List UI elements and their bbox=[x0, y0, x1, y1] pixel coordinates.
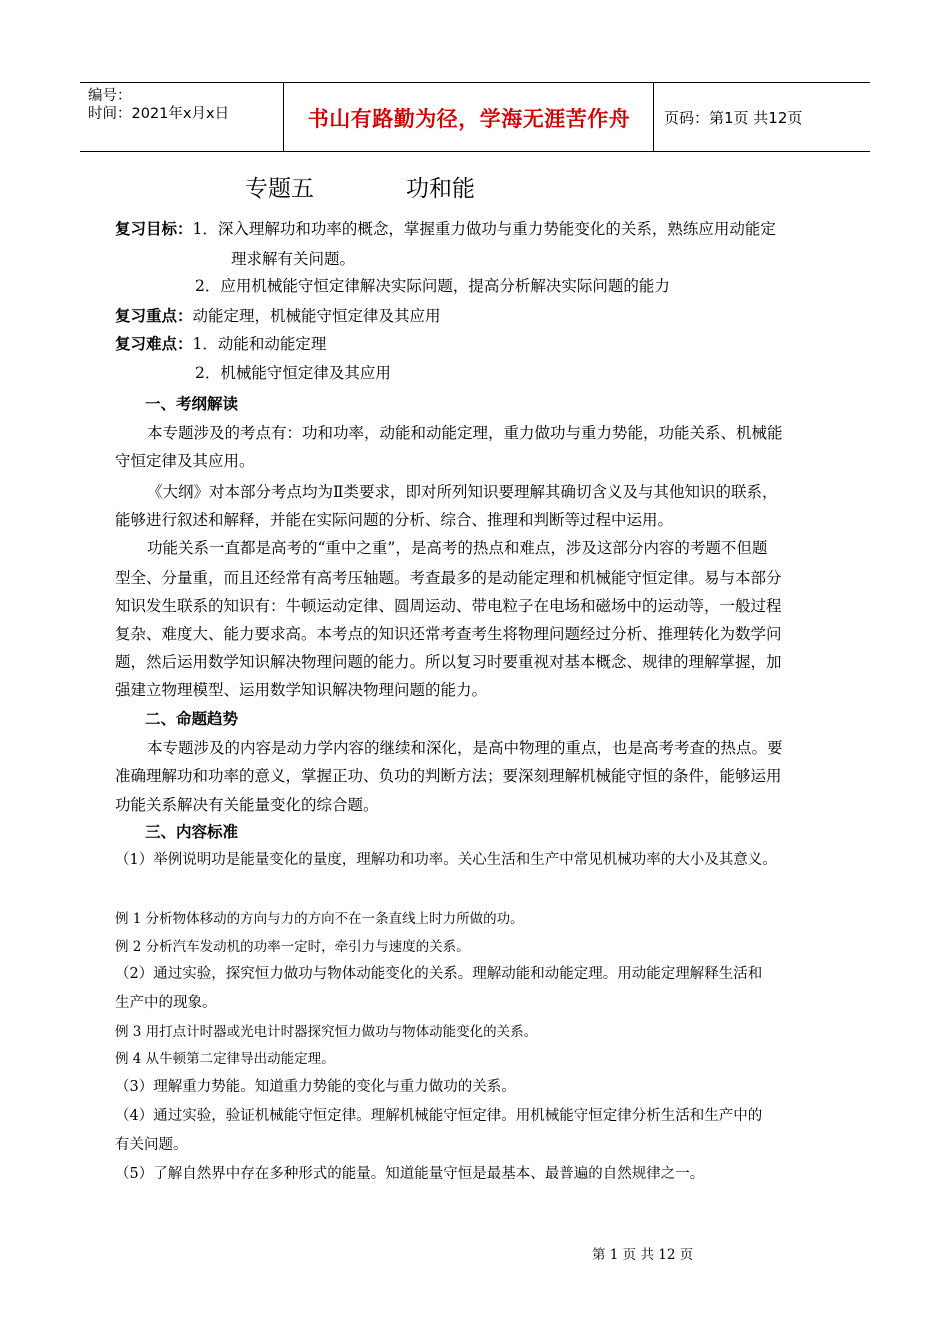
section1-p2-l1: 《大纲》对本部分考点均为Ⅱ类要求，即对所列知识要理解其确切含义及与其他知识的联系， bbox=[147, 483, 778, 501]
goals-line bbox=[115, 219, 776, 239]
example-2: 例 2 分析汽车发动机的功率一定时，牵引力与速度的关系。 bbox=[115, 939, 470, 955]
standard-4-l2: 有关问题。 bbox=[115, 1137, 188, 1153]
section3-heading: 三、内容标准 bbox=[145, 823, 239, 841]
focus-line bbox=[115, 306, 441, 326]
goals-item2: 2．应用机械能守恒定律解决实际问题，提高分析解决实际问题的能力 bbox=[195, 277, 670, 295]
section2-heading: 二、命题趋势 bbox=[145, 710, 239, 728]
header-motto: 书山有路勤为径，学海无涯苦作舟 bbox=[307, 106, 631, 131]
section1-p3-l1: 功能关系一直都是高考的“重中之重”，是高考的热点和难点，涉及这部分内容的考题不但题 bbox=[147, 539, 768, 557]
standard-3: （3）理解重力势能。知道重力势能的变化与重力做功的关系。 bbox=[115, 1079, 516, 1095]
goals-item1-line1: 1．深入理解功和功率的概念，掌握重力做功与重力势能变化的关系，熟练应用动能定 bbox=[192, 220, 776, 238]
section1-heading: 一、考纲解读 bbox=[145, 395, 239, 413]
header-divider bbox=[283, 83, 284, 151]
title-part1: 专题五 bbox=[245, 176, 314, 202]
header-divider bbox=[653, 83, 654, 151]
section2-p1-l2: 准确理解功和功率的意义，掌握正功、负功的判断方法；要深刻理解机械能守恒的条件，能够运用 bbox=[115, 767, 782, 785]
difficulty-label: 复习难点： bbox=[115, 335, 193, 353]
section1-p1-l2: 守恒定律及其应用。 bbox=[115, 452, 255, 470]
example-3: 例 3 用打点计时器或光电计时器探究恒力做功与物体动能变化的关系。 bbox=[115, 1024, 538, 1040]
standard-2-l1: （2）通过实验，探究恒力做功与物体动能变化的关系。理解动能和动能定理。用动能定理解释生活和 bbox=[115, 966, 763, 982]
focus-text: 动能定理，机械能守恒定律及其应用 bbox=[192, 307, 441, 325]
header-left-cell bbox=[88, 87, 288, 123]
difficulty-item1: 1．动能和动能定理 bbox=[192, 335, 327, 353]
section1-p3-l6: 强建立物理模型、运用数学知识解决物理问题的能力。 bbox=[115, 681, 488, 699]
section1-p3-l5: 题，然后运用数学知识解决物理问题的能力。所以复习时要重视对基本概念、规律的理解掌握，加 bbox=[115, 653, 782, 671]
goals-item1-line2: 理求解有关问题。 bbox=[231, 250, 356, 268]
page-footer: 第 1 页 共 12 页 bbox=[592, 1247, 694, 1263]
goals-label: 复习目标： bbox=[115, 220, 193, 238]
example-4: 例 4 从牛顿第二定律导出动能定理。 bbox=[115, 1051, 335, 1067]
header-table bbox=[80, 82, 870, 152]
example-1: 例 1 分析物体移动的方向与力的方向不在一条直线上时力所做的功。 bbox=[115, 911, 524, 927]
difficulty-line bbox=[115, 334, 326, 354]
section2-p1-l3: 功能关系解决有关能量变化的综合题。 bbox=[115, 796, 379, 814]
standard-4-l1: （4）通过实验，验证机械能守恒定律。理解机械能守恒定律。用机械能守恒定律分析生活和生产中的 bbox=[115, 1108, 763, 1124]
number-label: 编号： bbox=[88, 88, 132, 104]
header-page-info: 页码：第1页 共12页 bbox=[664, 109, 803, 127]
standard-2-l2: 生产中的现象。 bbox=[115, 995, 217, 1011]
title-part2: 功和能 bbox=[406, 176, 475, 202]
standard-5: （5）了解自然界中存在多种形式的能量。知道能量守恒是最基本、最普遍的自然规律之一。 bbox=[115, 1166, 705, 1182]
focus-label: 复习重点： bbox=[115, 307, 193, 325]
section1-p3-l4: 复杂、难度大、能力要求高。本考点的知识还常考查考生将物理问题经过分析、推理转化为数学问 bbox=[115, 625, 782, 643]
time-label: 时间：2021年x月x日 bbox=[88, 106, 230, 122]
section2-p1-l1: 本专题涉及的内容是动力学内容的继续和深化，是高中物理的重点，也是高考考查的热点。要 bbox=[147, 739, 783, 757]
section1-p2-l2: 能够进行叙述和解释，并能在实际问题的分析、综合、推理和判断等过程中运用。 bbox=[115, 511, 674, 529]
standard-1: （1）举例说明功是能量变化的量度，理解功和功率。关心生活和生产中常见机械功率的大小及其意义。 bbox=[115, 852, 777, 868]
section1-p3-l3: 知识发生联系的知识有：牛顿运动定律、圆周运动、带电粒子在电场和磁场中的运动等，一般过程 bbox=[115, 597, 782, 615]
page-title bbox=[245, 170, 475, 203]
section1-p3-l2: 型全、分量重，而且还经常有高考压轴题。考查最多的是动能定理和机械能守恒定律。易与本部分 bbox=[115, 569, 782, 587]
section1-p1-l1: 本专题涉及的考点有：功和功率，动能和动能定理，重力做功与重力势能，功能关系、机械能 bbox=[147, 424, 783, 442]
difficulty-item2: 2．机械能守恒定律及其应用 bbox=[195, 364, 391, 382]
